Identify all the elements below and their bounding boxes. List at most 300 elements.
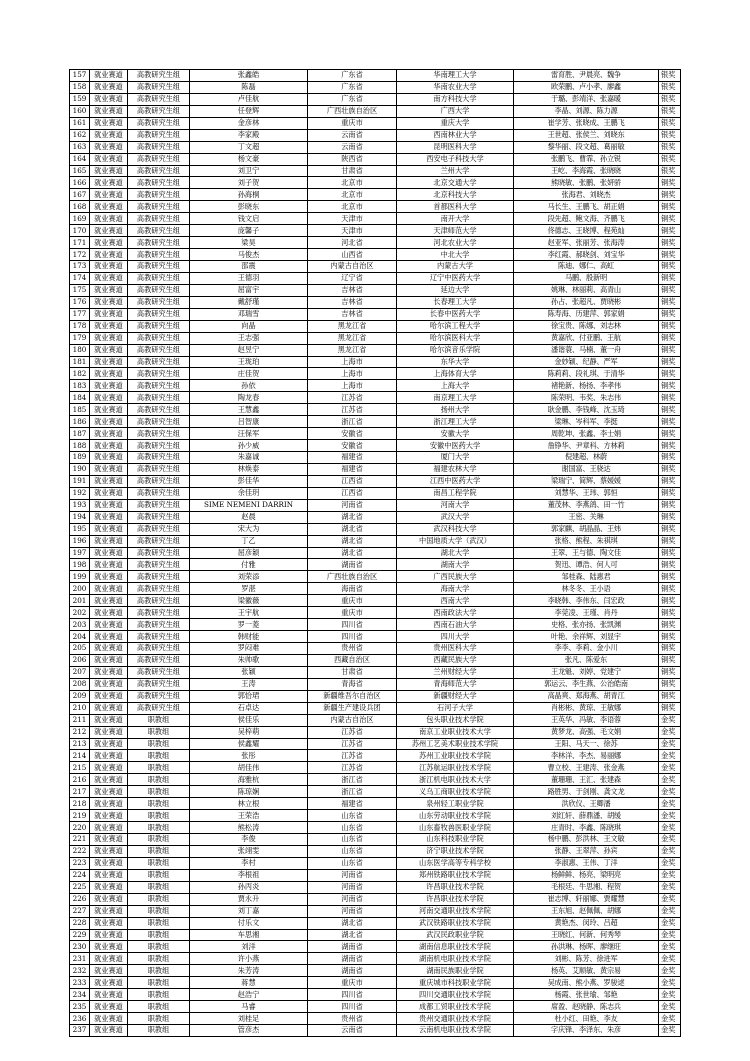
table-row	[70, 93, 681, 105]
cell-school: 浙江理工大学	[397, 416, 514, 428]
cell-row-number: 159	[70, 93, 90, 105]
cell-group: 职教组	[128, 750, 190, 762]
cell-track: 就业赛道	[90, 619, 128, 631]
cell-row-number: 220	[70, 822, 90, 834]
cell-leader-name: 张彤	[190, 750, 308, 762]
cell-school: 西藏民族大学	[397, 654, 514, 666]
cell-mentors: 杨英、艾顺敏、黄宗易	[514, 965, 659, 977]
cell-leader-name: 刘桂足	[190, 1013, 308, 1025]
cell-school: 南昌工程学院	[397, 487, 514, 499]
cell-province: 新疆生产建设兵团	[308, 702, 397, 714]
cell-award: 铜奖	[659, 308, 681, 320]
cell-mentors: 王阳、马天一、徐苏	[514, 738, 659, 750]
cell-award: 铜奖	[659, 237, 681, 249]
cell-track: 就业赛道	[90, 571, 128, 583]
cell-mentors: 耿金鹏、李钱峰、沈玉琦	[514, 404, 659, 416]
table-row	[70, 189, 681, 201]
cell-school: 兰州大学	[397, 165, 514, 177]
cell-school: 长春中医药大学	[397, 308, 514, 320]
cell-group: 职教组	[128, 977, 190, 989]
cell-award: 铜奖	[659, 404, 681, 416]
cell-province: 湖南省	[308, 953, 397, 965]
cell-leader-name: 戴舒瑾	[190, 296, 308, 308]
cell-mentors: 段先超、鲍文海、齐鹏飞	[514, 213, 659, 225]
cell-mentors: 崔志博、轩丽娜、贾耀慧	[514, 893, 659, 905]
cell-province: 安徽省	[308, 428, 397, 440]
cell-province: 北京市	[308, 177, 397, 189]
cell-track: 就业赛道	[90, 941, 128, 953]
cell-mentors: 曹立校、王建涛、张金燕	[514, 762, 659, 774]
cell-row-number: 204	[70, 631, 90, 643]
cell-mentors: 黄梦龙、高强、毛文娟	[514, 726, 659, 738]
cell-leader-name: 付乐文	[190, 917, 308, 929]
cell-school: 北京科技大学	[397, 189, 514, 201]
table-row	[70, 141, 681, 153]
cell-province: 河南省	[308, 881, 397, 893]
cell-track: 就业赛道	[90, 177, 128, 189]
table-row	[70, 344, 681, 356]
cell-row-number: 157	[70, 70, 90, 82]
cell-track: 就业赛道	[90, 356, 128, 368]
cell-mentors: 陈寿海、历建萍、郭家娟	[514, 308, 659, 320]
cell-award: 铜奖	[659, 511, 681, 523]
cell-leader-name: 彭晓东	[190, 201, 308, 213]
cell-mentors: 刘慧华、王玮、郭恒	[514, 487, 659, 499]
cell-school: 内蒙古大学	[397, 261, 514, 273]
cell-leader-name: 刘子贺	[190, 177, 308, 189]
cell-leader-name: 王宇航	[190, 607, 308, 619]
cell-award: 银奖	[659, 105, 681, 117]
cell-leader-name: 林焕泰	[190, 463, 308, 475]
cell-mentors: 佟德志、王晓博、程苑灿	[514, 225, 659, 237]
cell-school: 扬州大学	[397, 404, 514, 416]
table-row	[70, 380, 681, 392]
cell-row-number: 193	[70, 499, 90, 511]
cell-leader-name: 庞馨子	[190, 225, 308, 237]
cell-row-number: 208	[70, 678, 90, 690]
cell-group: 高教研究生组	[128, 296, 190, 308]
cell-mentors: 王翠、王与德、陶文佳	[514, 547, 659, 559]
cell-school: 山东医学高等专科学校	[397, 857, 514, 869]
cell-track: 就业赛道	[90, 332, 128, 344]
table-row	[70, 81, 681, 93]
table-row	[70, 762, 681, 774]
cell-track: 就业赛道	[90, 308, 128, 320]
cell-leader-name: 陈琼娴	[190, 786, 308, 798]
cell-leader-name: 刘卫宁	[190, 165, 308, 177]
cell-school: 长春理工大学	[397, 296, 514, 308]
cell-province: 湖北省	[308, 535, 397, 547]
cell-province: 江苏省	[308, 750, 397, 762]
cell-province: 江苏省	[308, 404, 397, 416]
cell-row-number: 173	[70, 261, 90, 273]
cell-leader-name: 林立根	[190, 798, 308, 810]
cell-province: 上海市	[308, 356, 397, 368]
cell-mentors: 马长生、王鹏飞、胡正娟	[514, 201, 659, 213]
cell-row-number: 183	[70, 380, 90, 392]
cell-mentors: 林冬冬、王小语	[514, 583, 659, 595]
cell-row-number: 185	[70, 404, 90, 416]
cell-leader-name: SIME NEMENI DARRIN	[190, 499, 308, 511]
cell-school: 河北农业大学	[397, 237, 514, 249]
cell-award: 金奖	[659, 941, 681, 953]
cell-track: 就业赛道	[90, 272, 128, 284]
cell-mentors: 高晶爽、郑海燕、胡青江	[514, 690, 659, 702]
table-row	[70, 523, 681, 535]
cell-group: 职教组	[128, 786, 190, 798]
cell-mentors: 李淑惠、王伟、丁洋	[514, 857, 659, 869]
cell-group: 职教组	[128, 953, 190, 965]
cell-province: 河北省	[308, 237, 397, 249]
cell-group: 高教研究生组	[128, 249, 190, 261]
cell-school: 首都医科大学	[397, 201, 514, 213]
cell-award: 铜奖	[659, 619, 681, 631]
cell-leader-name: 梁昊	[190, 237, 308, 249]
cell-row-number: 218	[70, 798, 90, 810]
table-row	[70, 774, 681, 786]
cell-track: 就业赛道	[90, 93, 128, 105]
cell-school: 武汉民政职业学院	[397, 929, 514, 941]
cell-award: 铜奖	[659, 559, 681, 571]
cell-mentors: 赵亚军、张丽芳、张海涛	[514, 237, 659, 249]
cell-leader-name: 邵震	[190, 261, 308, 273]
cell-province: 河南省	[308, 893, 397, 905]
cell-school: 江西中医药大学	[397, 475, 514, 487]
cell-award: 铜奖	[659, 201, 681, 213]
cell-mentors: 杨鲜鲜、杨亮、梁明亮	[514, 869, 659, 881]
cell-leader-name: 张翊雯	[190, 845, 308, 857]
cell-row-number: 213	[70, 738, 90, 750]
table-row	[70, 249, 681, 261]
cell-award: 铜奖	[659, 440, 681, 452]
cell-group: 职教组	[128, 857, 190, 869]
cell-mentors: 刘彬、陈芳、徐进军	[514, 953, 659, 965]
cell-row-number: 176	[70, 296, 90, 308]
cell-track: 就业赛道	[90, 213, 128, 225]
cell-mentors: 崔学芳、张晓成、王鹏飞	[514, 117, 659, 129]
cell-row-number: 222	[70, 845, 90, 857]
cell-province: 湖南省	[308, 941, 397, 953]
cell-award: 铜奖	[659, 654, 681, 666]
cell-track: 就业赛道	[90, 762, 128, 774]
table-row	[70, 738, 681, 750]
cell-award: 金奖	[659, 881, 681, 893]
table-row	[70, 1001, 681, 1013]
cell-mentors: 张格、熊程、朱祺琪	[514, 535, 659, 547]
cell-track: 就业赛道	[90, 750, 128, 762]
cell-track: 就业赛道	[90, 452, 128, 464]
cell-province: 广西壮族自治区	[308, 571, 397, 583]
cell-row-number: 207	[70, 666, 90, 678]
cell-award: 金奖	[659, 929, 681, 941]
table-row	[70, 643, 681, 655]
cell-province: 四川省	[308, 989, 397, 1001]
cell-award: 铜奖	[659, 356, 681, 368]
cell-track: 就业赛道	[90, 320, 128, 332]
cell-group: 高教研究生组	[128, 129, 190, 141]
cell-leader-name: 朱芳涛	[190, 965, 308, 977]
cell-province: 江苏省	[308, 392, 397, 404]
cell-province: 黑龙江省	[308, 332, 397, 344]
cell-row-number: 201	[70, 595, 90, 607]
table-row	[70, 810, 681, 822]
cell-group: 高教研究生组	[128, 344, 190, 356]
cell-group: 高教研究生组	[128, 440, 190, 452]
cell-province: 浙江省	[308, 774, 397, 786]
cell-award: 铜奖	[659, 428, 681, 440]
cell-row-number: 168	[70, 201, 90, 213]
cell-province: 北京市	[308, 201, 397, 213]
table-row	[70, 917, 681, 929]
cell-row-number: 195	[70, 523, 90, 535]
cell-school: 西南林业大学	[397, 129, 514, 141]
cell-leader-name: 陈磊	[190, 81, 308, 93]
cell-track: 就业赛道	[90, 929, 128, 941]
cell-award: 银奖	[659, 70, 681, 82]
cell-province: 山东省	[308, 822, 397, 834]
cell-school: 厦门大学	[397, 452, 514, 464]
cell-province: 陕西省	[308, 153, 397, 165]
cell-school: 山东劳动职业技术学院	[397, 810, 514, 822]
table-row	[70, 428, 681, 440]
cell-award: 铜奖	[659, 261, 681, 273]
cell-award: 铜奖	[659, 499, 681, 511]
cell-track: 就业赛道	[90, 153, 128, 165]
cell-group: 高教研究生组	[128, 153, 190, 165]
cell-school: 西南石油大学	[397, 619, 514, 631]
cell-row-number: 190	[70, 463, 90, 475]
cell-leader-name: 李俊	[190, 834, 308, 846]
cell-award: 金奖	[659, 774, 681, 786]
cell-school: 武汉大学	[397, 511, 514, 523]
cell-track: 就业赛道	[90, 499, 128, 511]
cell-province: 上海市	[308, 368, 397, 380]
cell-award: 金奖	[659, 822, 681, 834]
cell-leader-name: 孙少威	[190, 440, 308, 452]
cell-mentors: 陈迪、娜仁、高虹	[514, 261, 659, 273]
cell-group: 职教组	[128, 989, 190, 1001]
cell-school: 浙江机电职业技术大学	[397, 774, 514, 786]
cell-school: 哈尔滨工程大学	[397, 320, 514, 332]
cell-province: 四川省	[308, 1001, 397, 1013]
cell-group: 高教研究生组	[128, 201, 190, 213]
table-row	[70, 463, 681, 475]
cell-province: 重庆市	[308, 595, 397, 607]
cell-award: 金奖	[659, 1013, 681, 1025]
cell-mentors: 马鹏、殷新明	[514, 272, 659, 284]
cell-award: 金奖	[659, 893, 681, 905]
cell-mentors: 孙占、张超凡、贾晓彬	[514, 296, 659, 308]
cell-school: 许昌职业技术学院	[397, 893, 514, 905]
table-row	[70, 834, 681, 846]
table-row	[70, 1025, 681, 1037]
cell-leader-name: 吴梓萌	[190, 726, 308, 738]
cell-award: 铜奖	[659, 296, 681, 308]
table-row	[70, 117, 681, 129]
cell-province: 北京市	[308, 189, 397, 201]
cell-mentors: 詹铮华、尹章科、方林莉	[514, 440, 659, 452]
cell-leader-name: 赵浩宁	[190, 989, 308, 1001]
cell-leader-name: 屈彦颖	[190, 547, 308, 559]
cell-group: 高教研究生组	[128, 690, 190, 702]
cell-track: 就业赛道	[90, 440, 128, 452]
cell-group: 高教研究生组	[128, 117, 190, 129]
table-row	[70, 714, 681, 726]
cell-award: 金奖	[659, 869, 681, 881]
cell-award: 铜奖	[659, 284, 681, 296]
cell-group: 高教研究生组	[128, 475, 190, 487]
cell-award: 铜奖	[659, 678, 681, 690]
cell-group: 职教组	[128, 1001, 190, 1013]
cell-mentors: 姚琳、林丽莉、高青山	[514, 284, 659, 296]
cell-group: 职教组	[128, 714, 190, 726]
cell-mentors: 徐宝贵、陈娜、刘志林	[514, 320, 659, 332]
cell-group: 职教组	[128, 774, 190, 786]
cell-mentors: 李林洋、李杰、易丽娜	[514, 750, 659, 762]
cell-leader-name: 卢佳航	[190, 93, 308, 105]
cell-row-number: 215	[70, 762, 90, 774]
cell-group: 高教研究生组	[128, 607, 190, 619]
cell-track: 就业赛道	[90, 893, 128, 905]
cell-province: 江苏省	[308, 738, 397, 750]
cell-school: 重庆城市科技职业学院	[397, 977, 514, 989]
cell-province: 贵州省	[308, 643, 397, 655]
cell-school: 湖南机电职业技术学院	[397, 953, 514, 965]
cell-row-number: 178	[70, 320, 90, 332]
cell-track: 就业赛道	[90, 786, 128, 798]
cell-province: 福建省	[308, 452, 397, 464]
cell-mentors: 梁瑞宁、简辉、蔡媛媛	[514, 475, 659, 487]
cell-mentors: 李李、李莉、金小川	[514, 643, 659, 655]
cell-province: 青海省	[308, 678, 397, 690]
table-row	[70, 726, 681, 738]
cell-row-number: 203	[70, 619, 90, 631]
cell-leader-name: 刘洋	[190, 941, 308, 953]
cell-track: 就业赛道	[90, 487, 128, 499]
cell-track: 就业赛道	[90, 798, 128, 810]
cell-group: 高教研究生组	[128, 356, 190, 368]
table-row	[70, 320, 681, 332]
cell-track: 就业赛道	[90, 989, 128, 1001]
table-row	[70, 583, 681, 595]
cell-school: 辽宁中医药大学	[397, 272, 514, 284]
cell-group: 职教组	[128, 1013, 190, 1025]
cell-leader-name: 张鑫皓	[190, 70, 308, 82]
cell-school: 贵州交通职业技术学院	[397, 1013, 514, 1025]
table-row	[70, 929, 681, 941]
cell-row-number: 232	[70, 965, 90, 977]
cell-award: 铜奖	[659, 535, 681, 547]
cell-province: 重庆市	[308, 117, 397, 129]
cell-group: 高教研究生组	[128, 547, 190, 559]
cell-row-number: 216	[70, 774, 90, 786]
cell-province: 浙江省	[308, 416, 397, 428]
cell-group: 高教研究生组	[128, 678, 190, 690]
cell-province: 甘肃省	[308, 165, 397, 177]
cell-award: 金奖	[659, 1025, 681, 1037]
table-row	[70, 1013, 681, 1025]
cell-leader-name: 余佳玥	[190, 487, 308, 499]
cell-row-number: 194	[70, 511, 90, 523]
cell-leader-name: 郭恰珺	[190, 690, 308, 702]
cell-leader-name: 庄佳贺	[190, 368, 308, 380]
table-row	[70, 965, 681, 977]
cell-group: 职教组	[128, 941, 190, 953]
cell-track: 就业赛道	[90, 129, 128, 141]
cell-leader-name: 孙海桐	[190, 189, 308, 201]
cell-award: 铜奖	[659, 690, 681, 702]
cell-row-number: 235	[70, 1001, 90, 1013]
cell-school: 中国地质大学（武汉）	[397, 535, 514, 547]
cell-province: 新疆维吾尔自治区	[308, 690, 397, 702]
cell-group: 职教组	[128, 845, 190, 857]
cell-award: 银奖	[659, 153, 681, 165]
cell-school: 华南理工大学	[397, 70, 514, 82]
table-row	[70, 905, 681, 917]
cell-track: 就业赛道	[90, 249, 128, 261]
cell-mentors: 王密、关琳	[514, 511, 659, 523]
cell-group: 高教研究生组	[128, 284, 190, 296]
cell-leader-name: 孙丙炎	[190, 881, 308, 893]
cell-row-number: 177	[70, 308, 90, 320]
cell-row-number: 198	[70, 559, 90, 571]
cell-group: 高教研究生组	[128, 463, 190, 475]
cell-row-number: 229	[70, 929, 90, 941]
cell-group: 高教研究生组	[128, 583, 190, 595]
cell-province: 湖南省	[308, 965, 397, 977]
cell-row-number: 171	[70, 237, 90, 249]
cell-mentors: 毛根廷、牛思湘、程贺	[514, 881, 659, 893]
cell-award: 金奖	[659, 845, 681, 857]
cell-track: 就业赛道	[90, 714, 128, 726]
table-row	[70, 475, 681, 487]
cell-row-number: 160	[70, 105, 90, 117]
table-row	[70, 165, 681, 177]
cell-province: 天津市	[308, 213, 397, 225]
cell-province: 广东省	[308, 93, 397, 105]
table-row	[70, 845, 681, 857]
cell-mentors: 杜小红、田艳、李友	[514, 1013, 659, 1025]
cell-school: 苏州工艺美术职业技术学院	[397, 738, 514, 750]
cell-award: 铜奖	[659, 368, 681, 380]
cell-group: 职教组	[128, 1025, 190, 1037]
cell-group: 高教研究生组	[128, 380, 190, 392]
cell-group: 职教组	[128, 929, 190, 941]
cell-row-number: 182	[70, 368, 90, 380]
cell-award: 金奖	[659, 965, 681, 977]
cell-leader-name: 丁乙	[190, 535, 308, 547]
cell-track: 就业赛道	[90, 834, 128, 846]
cell-award: 银奖	[659, 129, 681, 141]
cell-school: 上海大学	[397, 380, 514, 392]
cell-mentors: 叶艳、余祥辉、刘显宇	[514, 631, 659, 643]
cell-track: 就业赛道	[90, 344, 128, 356]
cell-mentors: 金妙颖、纪静、严军	[514, 356, 659, 368]
cell-school: 昆明医科大学	[397, 141, 514, 153]
cell-row-number: 170	[70, 225, 90, 237]
cell-track: 就业赛道	[90, 523, 128, 535]
cell-mentors: 倪建超、林蔚	[514, 452, 659, 464]
cell-leader-name: 蒋慧	[190, 977, 308, 989]
cell-school: 南京工业职业技术大学	[397, 726, 514, 738]
cell-group: 高教研究生组	[128, 320, 190, 332]
cell-track: 就业赛道	[90, 774, 128, 786]
cell-group: 高教研究生组	[128, 308, 190, 320]
cell-mentors: 潘谐蓑、马楠、董一舟	[514, 344, 659, 356]
cell-award: 铜奖	[659, 392, 681, 404]
cell-row-number: 224	[70, 869, 90, 881]
cell-province: 山东省	[308, 810, 397, 822]
